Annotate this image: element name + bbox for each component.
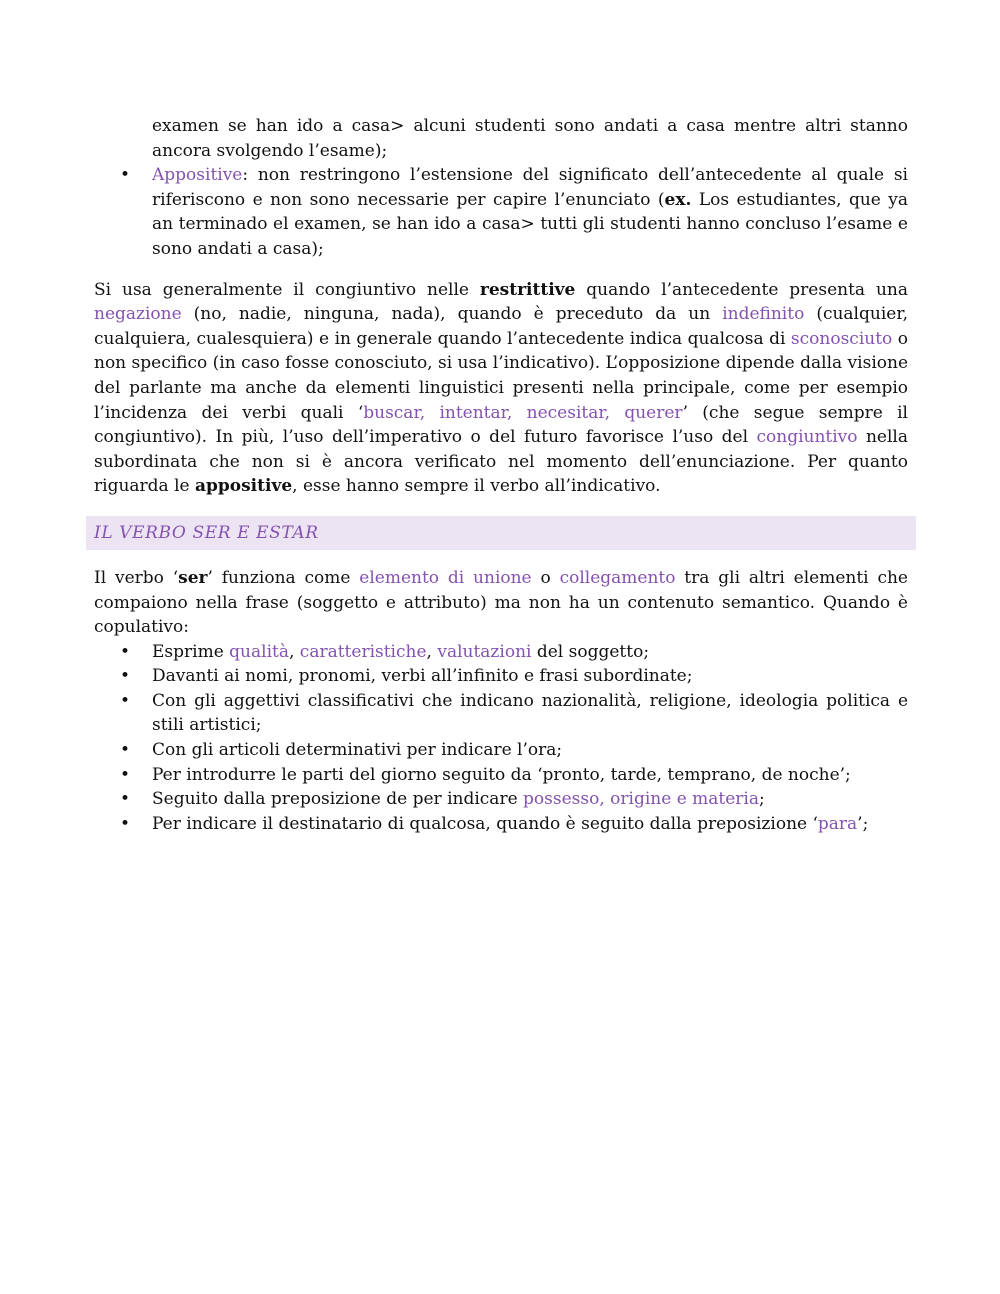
list-item: [94, 640, 908, 665]
list-item: • Con gli articoli determinativi per indicare l’ora;: [94, 738, 908, 763]
highlight-term: elemento di unione: [359, 567, 532, 588]
text-run: nella subordinata che non si è ancora verificato nel momento dell’enunciazione. Per quanto riguarda le: [94, 427, 908, 497]
ser-uses-list: [94, 640, 908, 837]
text-run: ’ funziona come: [207, 567, 360, 588]
bold-term: ser: [178, 567, 208, 588]
bold-term: appositive: [194, 476, 293, 497]
appositive-example: Los estudiantes, que ya an terminado el examen, se han ido a casa> tutti gli studenti hanno concluso l’esame e sono andati a casa);: [152, 189, 909, 259]
list-item: • Con gli aggettivi classificativi che indicano nazionalità, religione, ideologia politica e stili artistici;: [94, 689, 908, 738]
highlight-term: congiuntivo: [756, 427, 858, 448]
text-run: ’;: [857, 813, 869, 834]
text-run: del soggetto;: [531, 641, 650, 662]
text-run: Il verbo ‘: [94, 567, 179, 588]
bold-term: restrittive: [479, 279, 576, 300]
relative-clauses-list: [94, 163, 908, 261]
list-item: [94, 787, 908, 812]
highlight-term: possesso, origine e materia: [523, 789, 760, 810]
text-run: Esprime: [152, 641, 230, 662]
highlight-term: collegamento: [559, 567, 676, 588]
text-run: ,: [426, 641, 438, 662]
text-run: Si usa generalmente il congiuntivo nelle: [94, 279, 480, 300]
appositive-text: : non restringono l’estensione del significato dell’antecedente al quale si riferiscono e non sono necessarie per capire l’enunciato (: [152, 165, 908, 210]
highlight-term: sconosciuto: [790, 328, 893, 349]
highlight-term: caratteristiche: [299, 641, 427, 662]
highlight-term: buscar, intentar, necesitar, querer: [363, 402, 683, 423]
text-run: ’ (che segue sempre il congiuntivo). In più, l’uso dell’imperativo o del futuro favorisce l’uso del: [94, 402, 908, 448]
list-item: • Davanti ai nomi, pronomi, verbi all’infinito e frasi subordinate;: [94, 664, 908, 689]
list-item-appositive: [94, 163, 908, 261]
highlight-term: valutazioni: [437, 641, 532, 662]
text-run: Per indicare il destinatario di qualcosa, quando è seguito dalla preposizione ‘: [152, 813, 818, 834]
text-run: tra gli altri elementi che compaiono nella frase (soggetto e attributo) ma non ha un contenuto semantico. Quando è copulativo:: [94, 567, 908, 638]
list-item: [94, 812, 908, 837]
text-run: , esse hanno sempre il verbo all’indicativo.: [292, 476, 661, 497]
appositive-term: Appositive: [152, 165, 243, 186]
highlight-term: indefinito: [722, 304, 805, 325]
continuation-text: examen se han ido a casa> alcuni studenti sono andati a casa mentre altri stanno ancora svolgendo l’esame);: [152, 116, 908, 161]
highlight-term: negazione: [94, 304, 182, 325]
text-run: (cualquier, cualquiera, cualesquiera) e in generale quando l’antecedente indica qualcosa di: [94, 304, 908, 349]
highlight-term: qualità: [229, 641, 289, 662]
paragraph-restrittive: [94, 278, 908, 499]
list-item-continuation: [152, 114, 908, 163]
list-item: • Per introdurre le parti del giorno seguito da ‘pronto, tarde, temprano, de noche’;: [94, 763, 908, 788]
text-run: ;: [759, 789, 765, 810]
example-label: ex.: [664, 189, 692, 210]
document-page: [94, 114, 908, 836]
section-heading: IL VERBO SER E ESTAR: [86, 516, 916, 550]
highlight-term: para: [817, 813, 858, 834]
text-run: quando l’antecedente presenta una: [575, 279, 908, 300]
text-run: (no, nadie, ninguna, nada), quando è preceduto da un: [181, 304, 723, 325]
text-run: Seguito dalla preposizione de per indicare: [152, 789, 524, 810]
text-run: ,: [288, 641, 300, 662]
text-run: o non specifico (in caso fosse conosciuto, si usa l’indicativo). L’opposizione dipende dalla visione del parlante ma anche da elementi linguistici presenti nella principale, come per esempio l’incidenza dei verbi quali ‘: [94, 328, 908, 423]
paragraph-ser: [94, 566, 908, 640]
text-run: o: [531, 567, 560, 588]
